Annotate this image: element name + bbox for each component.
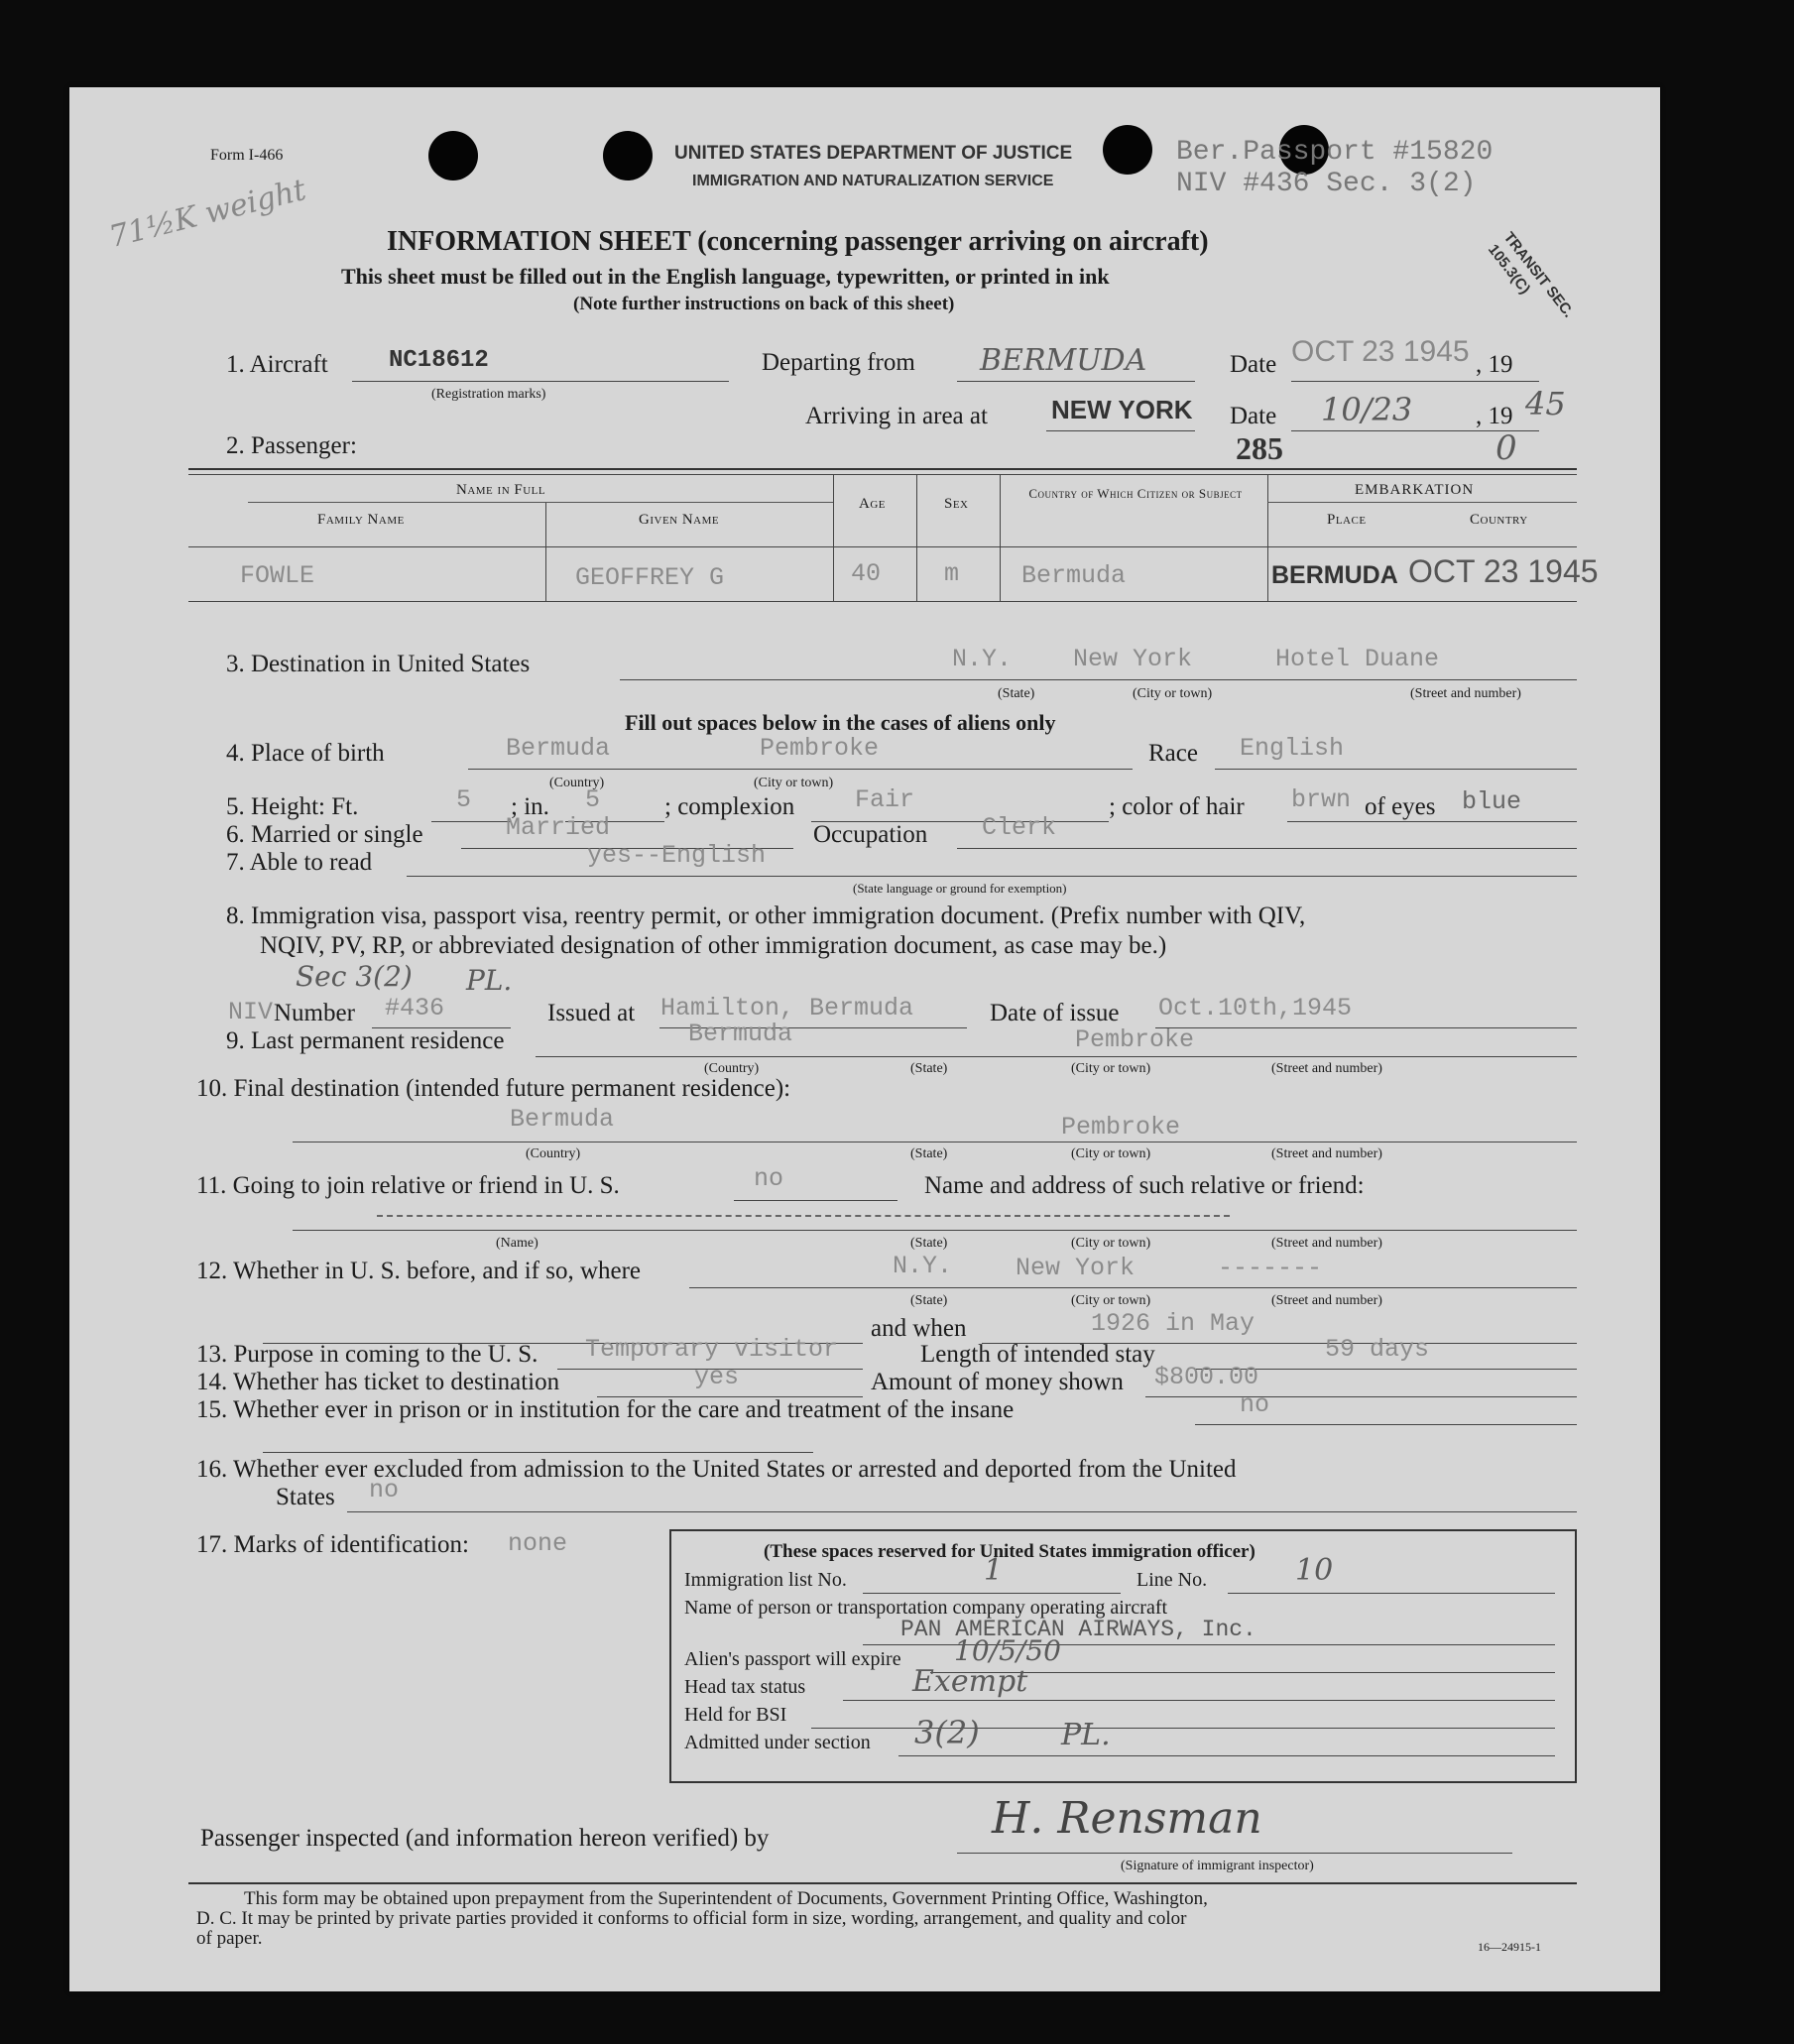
state-caption: (State) xyxy=(910,1293,948,1308)
hair-color-value: brwn xyxy=(1291,785,1352,814)
document-prefix: NIV xyxy=(228,998,274,1026)
name-in-full-header: Name in Full xyxy=(456,482,546,498)
complexion-value: Fair xyxy=(855,785,915,814)
city-caption: (City or town) xyxy=(1071,1061,1151,1076)
officer-box-heading: (These spaces reserved for United States immigration officer) xyxy=(764,1541,1256,1562)
embarkation-date-stamp: OCT 23 1945 xyxy=(1408,553,1599,589)
state-caption: (State) xyxy=(910,1061,948,1076)
hair-color-label: ; color of hair xyxy=(1109,793,1245,820)
passport-expiry-value: 10/5/50 xyxy=(954,1634,1061,1667)
head-tax-label: Head tax status xyxy=(684,1676,806,1698)
aliens-only-note: Fill out spaces below in the cases of aliens only xyxy=(625,710,1056,735)
city-caption: (City or town) xyxy=(1071,1146,1151,1161)
visit-when-label: and when xyxy=(871,1315,967,1342)
street-caption: (Street and number) xyxy=(1271,1146,1382,1161)
height-feet: 5 xyxy=(456,785,472,814)
occupation-value: Clerk xyxy=(982,813,1057,842)
eye-color-label: of eyes xyxy=(1365,793,1436,820)
section-handwriting: Sec 3(2) xyxy=(296,960,413,993)
departing-value: BERMUDA xyxy=(980,343,1147,378)
final-destination-city: Pembroke xyxy=(1061,1113,1181,1142)
stay-length-value: 59 days xyxy=(1325,1335,1430,1364)
country-caption: (Country) xyxy=(549,776,605,790)
destination-city: New York xyxy=(1073,645,1193,673)
sequence-number: 285 xyxy=(1236,430,1283,466)
street-caption: (Street and number) xyxy=(1410,686,1521,701)
given-name-header: Given Name xyxy=(639,512,720,528)
issue-date-value: Oct.10th,1945 xyxy=(1158,994,1353,1022)
citizen-country-header: Country of Which Citizen or Subject xyxy=(1028,486,1243,501)
embarkation-header: EMBARKATION xyxy=(1355,482,1475,498)
previous-visit-state: N.Y. xyxy=(893,1252,953,1280)
bsi-label: Held for BSI xyxy=(684,1704,787,1726)
language-caption: (State language or ground for exemption) xyxy=(853,881,1067,896)
admitted-section-label: Admitted under section xyxy=(684,1732,871,1753)
join-relative-value: no xyxy=(754,1164,784,1193)
punch-hole xyxy=(603,131,653,180)
form-number: Form I-466 xyxy=(210,147,284,164)
sex-header: Sex xyxy=(944,496,969,512)
operator-value: PAN AMERICAN AIRWAYS, Inc. xyxy=(900,1617,1256,1642)
height-label: 5. Height: Ft. xyxy=(226,793,359,820)
money-value: $800.00 xyxy=(1154,1363,1259,1391)
inspector-signature: H. Rensman xyxy=(992,1793,1262,1844)
aircraft-registration: NC18612 xyxy=(389,347,489,374)
line-number-label: Line No. xyxy=(1136,1569,1208,1591)
issued-at-label: Issued at xyxy=(547,1000,636,1026)
state-caption: (State) xyxy=(998,686,1035,701)
prison-label: 15. Whether ever in prison or in institution for the care and treatment of the insane xyxy=(196,1396,1015,1423)
identification-marks-label: 17. Marks of identification: xyxy=(196,1531,469,1558)
list-number-value: 1 xyxy=(984,1553,1004,1588)
age-header: Age xyxy=(859,496,886,512)
excluded-label-2: States xyxy=(276,1484,335,1510)
race-value: English xyxy=(1240,734,1345,763)
family-name-header: Family Name xyxy=(317,512,405,528)
country-caption: (Country) xyxy=(704,1061,760,1076)
state-caption: (State) xyxy=(910,1146,948,1161)
name-caption: (Name) xyxy=(496,1236,538,1251)
punch-hole xyxy=(1103,125,1152,175)
birthplace-label: 4. Place of birth xyxy=(226,740,385,767)
arriving-date-value: 10/23 xyxy=(1321,391,1413,428)
family-name-value: FOWLE xyxy=(240,561,315,590)
ticket-value: yes xyxy=(694,1363,740,1391)
final-destination-label: 10. Final destination (intended future permanent residence): xyxy=(196,1075,791,1102)
place-header: Place xyxy=(1327,512,1367,528)
sex-value: m xyxy=(944,559,960,588)
inspected-label: Passenger inspected (and information hereon verified) by xyxy=(200,1825,770,1852)
arriving-date-label: Date xyxy=(1230,403,1277,429)
city-caption: (City or town) xyxy=(1133,686,1213,701)
footer-line-2: D. C. It may be printed by private parties provided it conforms to official form in size, wording, arrangement, and quality and color xyxy=(196,1908,1187,1929)
document-number-label: Number xyxy=(274,1000,355,1026)
transit-stamp: TRANSIT SEC. 105.3(C) xyxy=(1484,228,1578,321)
height-inches: 5 xyxy=(585,785,601,814)
birth-country: Bermuda xyxy=(506,734,611,763)
visit-when-value: 1926 in May xyxy=(1091,1309,1256,1338)
complexion-label: ; complexion xyxy=(664,793,795,820)
identification-marks-value: none xyxy=(508,1529,568,1558)
money-label: Amount of money shown xyxy=(871,1369,1124,1395)
street-caption: (Street and number) xyxy=(1271,1236,1382,1251)
last-residence-country: Bermuda xyxy=(688,1020,793,1048)
admitted-section-value: 3(2) xyxy=(914,1714,980,1751)
city-caption: (City or town) xyxy=(1071,1293,1151,1308)
passport-note: Ber.Passport #15820 xyxy=(1176,137,1494,168)
form-sheet xyxy=(69,87,1660,1991)
footer-line-1: This form may be obtained upon prepayment from the Superintendent of Documents, Government Printing Office, Washington, xyxy=(244,1888,1208,1909)
excluded-value: no xyxy=(369,1476,400,1504)
city-caption: (City or town) xyxy=(1071,1236,1151,1251)
arriving-label: Arriving in area at xyxy=(805,403,988,429)
last-residence-label: 9. Last permanent residence xyxy=(226,1027,505,1054)
destination-label: 3. Destination in United States xyxy=(226,651,531,677)
last-residence-city: Pembroke xyxy=(1075,1025,1195,1054)
street-caption: (Street and number) xyxy=(1271,1293,1382,1308)
footer-line-3: of paper. xyxy=(196,1928,263,1949)
departing-label: Departing from xyxy=(762,349,915,376)
city-caption: (City or town) xyxy=(754,776,834,790)
document-instruction-1: 8. Immigration visa, passport visa, reentry permit, or other immigration document. (Prefix number with QIV, xyxy=(226,902,1306,929)
excluded-label: 16. Whether ever excluded from admission to the United States or arrested and deported from the United xyxy=(196,1456,1237,1483)
marital-value: Married xyxy=(506,813,611,842)
language-instruction: This sheet must be filled out in the English language, typewritten, or printed in ink xyxy=(341,264,1110,289)
literacy-label: 7. Able to read xyxy=(226,849,373,876)
departing-date-label: Date xyxy=(1230,351,1277,378)
margin-handwriting: 71½K weight xyxy=(105,172,310,256)
registration-caption: (Registration marks) xyxy=(431,387,546,402)
relative-name-label: Name and address of such relative or friend: xyxy=(924,1172,1365,1199)
embarkation-place-stamp: BERMUDA xyxy=(1271,561,1398,589)
literacy-value: yes--English xyxy=(587,841,767,870)
citizen-value: Bermuda xyxy=(1021,561,1127,590)
admitted-section-pl: PL. xyxy=(1061,1718,1111,1752)
pl-handwriting: PL. xyxy=(466,964,513,997)
purpose-value: Temporary visitor xyxy=(585,1335,839,1364)
previous-visit-label: 12. Whether in U. S. before, and if so, where xyxy=(196,1258,642,1284)
sheet-title: INFORMATION SHEET (concerning passenger arriving on aircraft) xyxy=(387,226,1209,257)
country-header: Country xyxy=(1470,512,1528,528)
arriving-date-year: 45 xyxy=(1525,385,1566,422)
final-destination-country: Bermuda xyxy=(510,1105,615,1134)
niv-note: NIV #436 Sec. 3(2) xyxy=(1176,169,1477,199)
list-number-label: Immigration list No. xyxy=(684,1569,847,1591)
departing-date-suffix: , 19 xyxy=(1476,351,1513,378)
service-name: IMMIGRATION AND NATURALIZATION SERVICE xyxy=(692,173,1054,189)
state-caption: (State) xyxy=(910,1236,948,1251)
previous-visit-street: ------- xyxy=(1218,1254,1323,1282)
destination-street: Hotel Duane xyxy=(1275,645,1440,673)
birth-city: Pembroke xyxy=(760,734,880,763)
head-tax-value: Exempt xyxy=(912,1664,1028,1699)
previous-visit-city: New York xyxy=(1016,1254,1136,1282)
ticket-label: 14. Whether has ticket to destination xyxy=(196,1369,560,1395)
form-code: 16—24915-1 xyxy=(1478,1940,1541,1954)
marital-label: 6. Married or single xyxy=(226,821,423,848)
passport-expiry-label: Alien's passport will expire xyxy=(684,1648,901,1670)
prison-value: no xyxy=(1240,1390,1270,1419)
back-instruction: (Note further instructions on back of this sheet) xyxy=(573,294,955,314)
arriving-value: NEW YORK xyxy=(1051,395,1193,424)
destination-state: N.Y. xyxy=(952,645,1013,673)
occupation-label: Occupation xyxy=(813,821,928,848)
circle-mark: 0 xyxy=(1495,428,1517,468)
arriving-date-suffix: , 19 xyxy=(1476,403,1513,429)
aircraft-label: 1. Aircraft xyxy=(226,351,328,378)
department-name: UNITED STATES DEPARTMENT OF JUSTICE xyxy=(674,143,1073,164)
purpose-label: 13. Purpose in coming to the U. S. xyxy=(196,1341,538,1368)
issued-at-value: Hamilton, Bermuda xyxy=(660,994,914,1022)
age-value: 40 xyxy=(851,559,882,588)
document-instruction-2: NQIV, PV, RP, or abbreviated designation of other immigration document, as case may be.) xyxy=(260,932,1167,959)
issue-date-label: Date of issue xyxy=(990,1000,1120,1026)
signature-caption: (Signature of immigrant inspector) xyxy=(1121,1859,1314,1873)
eye-color-value: blue xyxy=(1462,787,1522,816)
passenger-label: 2. Passenger: xyxy=(226,432,357,459)
stay-length-label: Length of intended stay xyxy=(920,1341,1155,1368)
join-relative-label: 11. Going to join relative or friend in U. S. xyxy=(196,1172,620,1199)
operator-label: Name of person or transportation company operating aircraft xyxy=(684,1597,1168,1619)
document-number: #436 xyxy=(385,994,445,1022)
given-name-value: GEOFFREY G xyxy=(575,563,725,592)
line-number-value: 10 xyxy=(1295,1553,1334,1588)
departing-date-stamp: OCT 23 1945 xyxy=(1291,335,1470,368)
race-label: Race xyxy=(1148,740,1198,767)
street-caption: (Street and number) xyxy=(1271,1061,1382,1076)
country-caption: (Country) xyxy=(526,1146,581,1161)
height-inches-label: ; in. xyxy=(511,793,549,820)
punch-hole xyxy=(428,131,478,180)
